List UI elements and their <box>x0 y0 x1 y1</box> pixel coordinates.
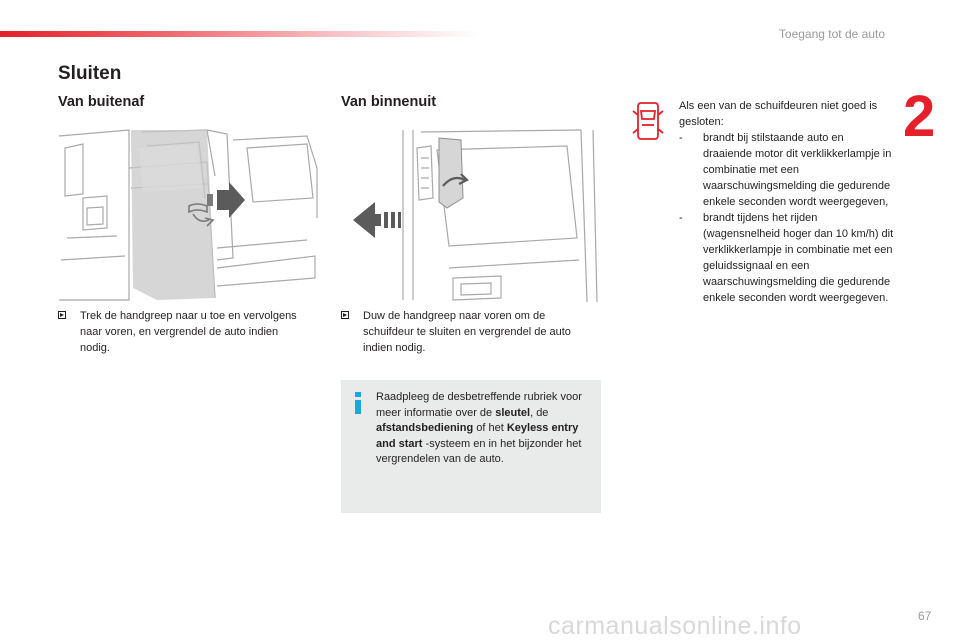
arrow-bullet-icon <box>58 311 66 319</box>
list-dash: - <box>679 132 683 144</box>
warning-item-text: brandt tijdens het rijden (wagensnelheid hoger dan 10 km/h) dit verklikkerlampje in combinatie met een geluidssignaal en een waarschuwingsmelding die gedurende enkele seconden wordt weergegeven. <box>703 212 894 304</box>
chapter-header-title: Toegang tot de auto <box>778 27 885 41</box>
page-number: 67 <box>918 609 932 623</box>
keyword-keyless-entry: Keyless entry and start <box>376 422 579 450</box>
step-inside <box>341 308 581 356</box>
info-icon <box>351 392 365 414</box>
info-text: Raadpleeg de desbetreffende rubriek voor meer informatie over de sleutel, de afstandsbediening of het Keyless entry and start -systeem en in het bijzonder het vergrendelen van de auto. <box>376 391 582 465</box>
step-outside-text: Trek de handgreep naar u toe en vervolgens naar voren, en vergrendel de auto indien nodig. <box>80 310 297 354</box>
warning-item-text: brandt bij stilstaande auto en draaiende motor dit verklikkerlampje in combinatie met een waarschuwingsmelding die gedurende enkele seconden wordt weergegeven, <box>703 132 892 208</box>
section-title: Sluiten <box>58 63 122 84</box>
list-item <box>679 130 894 210</box>
door-open-warning-icon <box>632 99 664 143</box>
list-item <box>679 210 894 306</box>
warning-text-block <box>679 98 894 306</box>
keyword-afstandsbediening: afstandsbediening <box>376 422 474 434</box>
info-box <box>341 380 601 513</box>
illustration-inside-door <box>341 128 598 302</box>
subheading-outside: Van buitenaf <box>58 94 145 110</box>
subheading-inside: Van binnenuit <box>341 94 437 110</box>
chapter-number: 2 <box>903 84 936 149</box>
keyword-sleutel: sleutel <box>495 406 531 419</box>
header-accent-bar <box>0 31 480 37</box>
warning-intro: Als een van de schuifdeuren niet goed is gesloten: <box>679 100 878 128</box>
list-dash: - <box>679 212 683 224</box>
step-inside-text: Duw de handgreep naar voren om de schuifdeur te sluiten en vergrendel de auto indien nodig. <box>363 310 571 354</box>
watermark: carmanualsonline.info <box>548 612 802 640</box>
step-outside <box>58 308 298 356</box>
illustration-outside-door <box>57 128 319 302</box>
arrow-bullet-icon <box>341 311 349 319</box>
